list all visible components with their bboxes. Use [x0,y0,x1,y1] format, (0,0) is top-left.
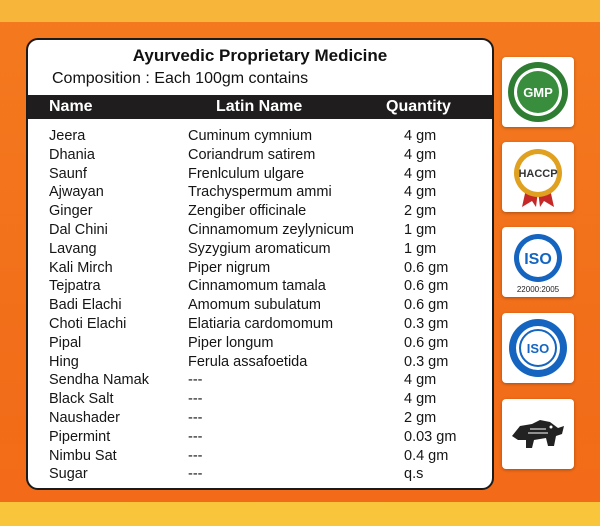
ingredient-latin-name: --- [188,428,203,445]
column-header-latin-name: Latin Name [216,98,303,115]
ingredient-quantity: 1 gm [404,221,437,238]
ingredient-name: Badi Elachi [49,297,122,314]
ingredient-name: Dal Chini [49,221,108,238]
haccp-badge [502,142,574,212]
table-row [28,466,492,485]
table-row [28,147,492,166]
table-row [28,128,492,147]
ingredient-name: Tejpatra [49,278,101,295]
ingredient-latin-name: Frenlculum ulgare [188,165,305,182]
table-row [28,166,492,185]
ingredient-quantity: 0.6 gm [404,334,449,351]
ingredient-latin-name: Trachyspermum ammi [188,184,332,201]
iso-badge-subtext: 22000:2005 [516,285,560,294]
ingredient-name: Kali Mirch [49,259,113,276]
table-row [28,297,492,316]
haccp-certified-icon [506,145,570,209]
ingredient-name: Dhania [49,146,95,163]
ingredient-latin-name: Coriandrum satirem [188,146,316,163]
table-row [28,260,492,279]
ingredient-name: Nimbu Sat [49,447,117,464]
table-row [28,222,492,241]
iso-badge-text: ISO [524,251,552,268]
ingredient-quantity: 0.6 gm [404,297,449,314]
ingredient-quantity: q.s [404,466,424,483]
ingredient-quantity: 0.03 gm [404,428,457,445]
table-row [28,429,492,448]
ingredient-name: Ginger [49,203,93,220]
ingredient-name: Saunf [49,165,87,182]
table-row [28,448,492,467]
ingredient-quantity: 0.4 gm [404,447,449,464]
table-header [28,95,492,119]
column-header-quantity: Quantity [386,98,451,115]
table-row [28,372,492,391]
ingredient-quantity: 0.3 gm [404,353,449,370]
table-row [28,241,492,260]
ingredient-name: Jeera [49,128,86,144]
ingredient-name: Hing [49,353,79,370]
page-title: Ayurvedic Proprietary Medicine [132,46,388,65]
ingredient-latin-name: Cinnamomum zeylynicum [188,221,354,238]
ingredient-latin-name: --- [188,409,203,426]
ingredient-name: Lavang [49,240,97,257]
iso-22000-icon [506,230,570,294]
ingredient-latin-name: Ferula assafoetida [188,353,308,370]
table-row [28,391,492,410]
ingredient-rows [28,128,492,485]
ingredient-latin-name: Zengiber officinale [188,203,307,220]
ingredient-name: Ajwayan [49,184,104,201]
ingredient-latin-name: --- [188,391,203,408]
table-row [28,278,492,297]
table-row [28,184,492,203]
gmp-badge [502,57,574,127]
ingredient-quantity: 0.6 gm [404,259,449,276]
composition-subtitle: Composition : Each 100gm contains [52,70,309,87]
ingredient-quantity: 4 gm [404,128,437,144]
ingredient-latin-name: Piper longum [188,334,274,351]
table-row [28,316,492,335]
gmp-badge-text: GMP [523,85,553,100]
composition-card [26,38,494,490]
ingredient-name: Naushader [49,409,120,426]
table-row [28,410,492,429]
ingredient-name: Black Salt [49,391,114,408]
ingredient-name: Pipal [49,334,82,351]
ingredient-name: Sendha Namak [49,372,149,389]
make-in-india-badge [502,399,574,469]
ingredient-quantity: 0.6 gm [404,278,449,295]
column-header-name: Name [49,98,93,115]
ingredient-name: Sugar [49,466,88,483]
iso-certified-badge [502,313,574,383]
haccp-badge-text: HACCP [518,168,558,180]
top-strip [0,0,600,22]
ingredient-quantity: 4 gm [404,165,437,182]
ingredient-quantity: 4 gm [404,146,437,163]
ingredient-quantity: 4 gm [404,391,437,408]
make-in-india-lion-icon [506,402,570,466]
ingredient-latin-name: Amomum subulatum [188,297,321,314]
ingredient-latin-name: Elatiaria cardomomum [188,315,334,332]
ingredient-latin-name: Syzygium aromaticum [188,240,331,257]
ingredient-quantity: 4 gm [404,372,437,389]
ingredient-quantity: 0.3 gm [404,315,449,332]
ingredient-name: Choti Elachi [49,315,127,332]
table-row [28,335,492,354]
ingredient-quantity: 1 gm [404,240,437,257]
ingredient-name: Pipermint [49,428,111,445]
ingredient-latin-name: --- [188,447,203,464]
ingredient-latin-name: --- [188,466,203,483]
gmp-certified-icon [506,60,570,124]
table-row [28,203,492,222]
ingredient-latin-name: Piper nigrum [188,259,271,276]
ingredient-quantity: 2 gm [404,409,437,426]
ingredient-latin-name: Cinnamomum tamala [188,278,326,295]
table-row [28,354,492,373]
ingredient-latin-name: Cuminum cymnium [188,128,313,144]
bottom-strip [0,502,600,526]
iso-certified-badge-text: ISO [526,341,550,356]
ingredient-latin-name: --- [188,372,203,389]
iso-22000-badge [502,227,574,297]
ingredient-quantity: 4 gm [404,184,437,201]
ingredient-quantity: 2 gm [404,203,437,220]
iso-certified-company-icon [506,316,570,380]
